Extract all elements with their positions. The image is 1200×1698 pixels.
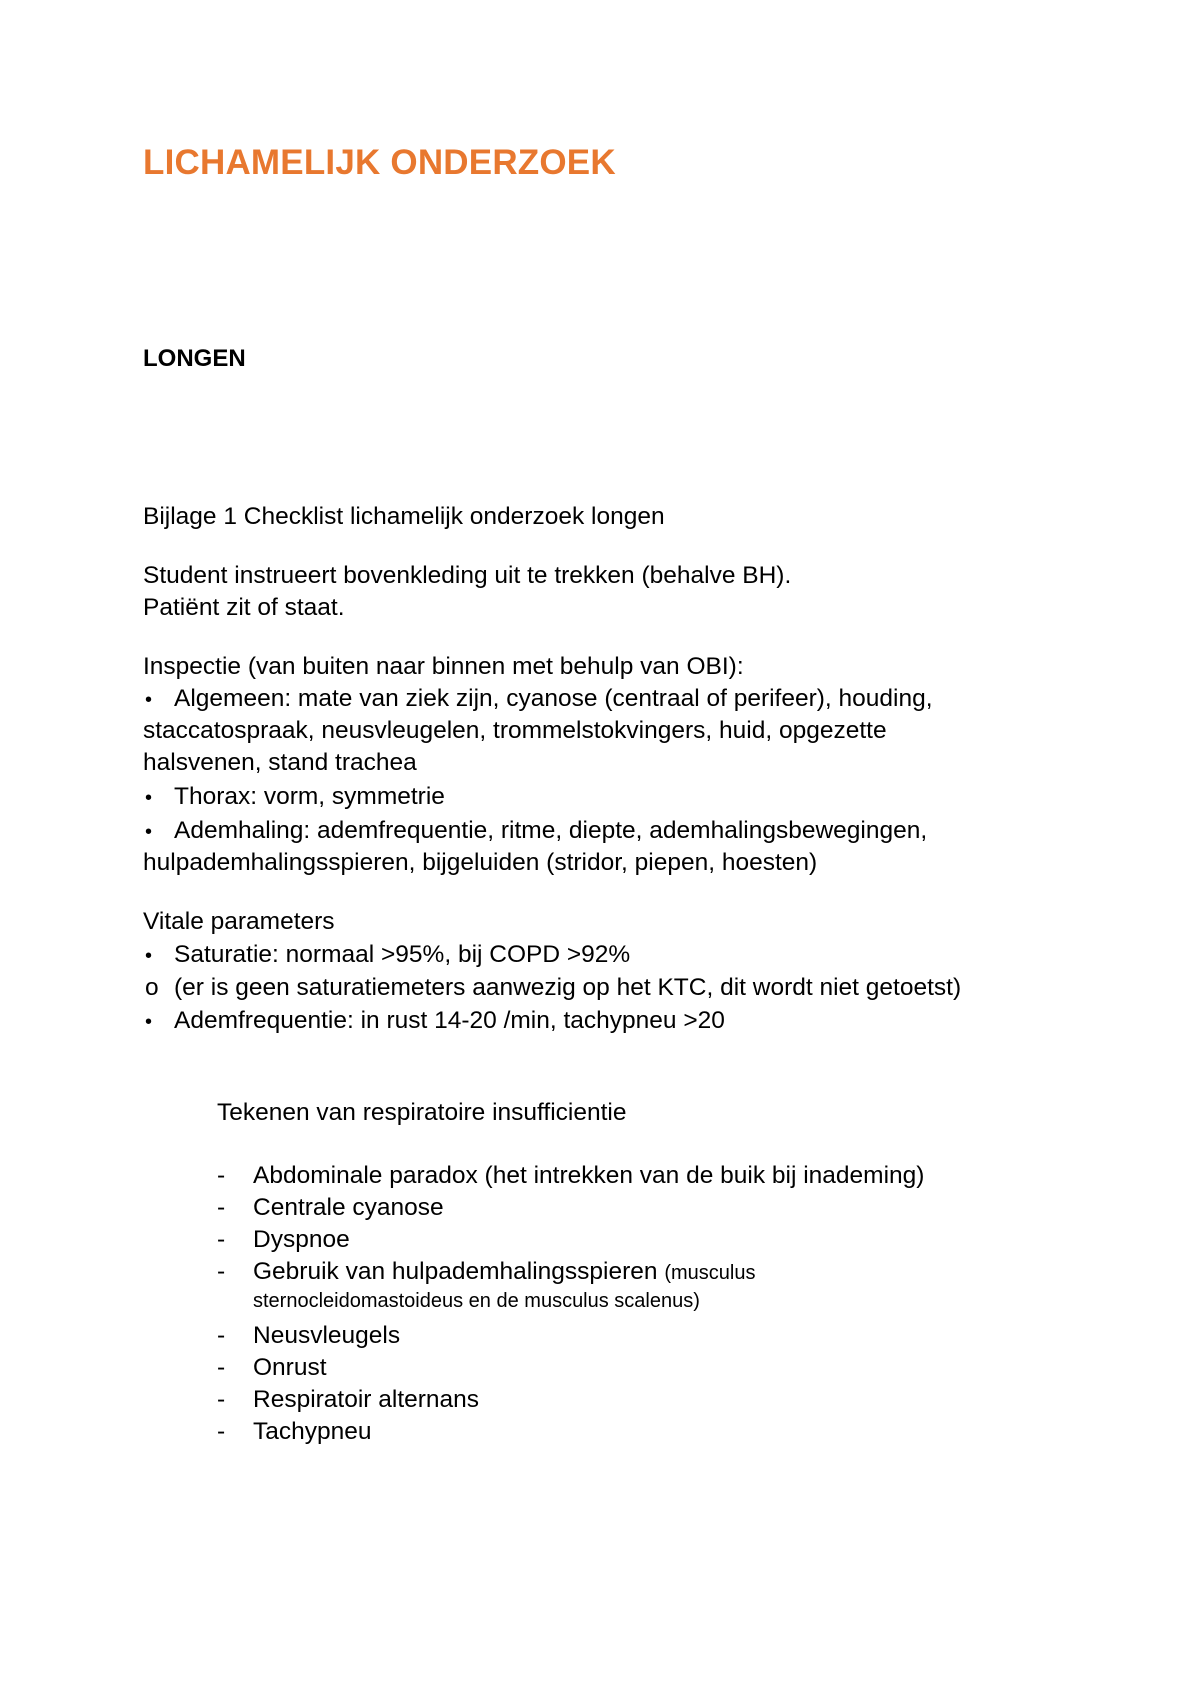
- intro-line: Student instrueert bovenkleding uit te trekken (behalve BH).: [143, 562, 792, 589]
- list-item-continuation: sternocleidomastoideus en de musculus scalenus): [253, 1290, 700, 1312]
- list-item: - Neusvleugels: [217, 1320, 400, 1352]
- dash-icon: -: [217, 1322, 226, 1349]
- insufficiency-heading: Tekenen van respiratoire insufficientie: [217, 1099, 627, 1126]
- bullet-icon: •: [145, 1011, 153, 1033]
- dash-icon: -: [217, 1258, 226, 1285]
- subtitle: Bijlage 1 Checklist lichamelijk onderzoek longen: [143, 503, 665, 530]
- dash-icon: -: [217, 1194, 226, 1221]
- dash-icon: -: [217, 1386, 226, 1413]
- list-item: o (er is geen saturatiemeters aanwezig op het KTC, dit wordt niet getoetst): [145, 972, 961, 1004]
- dash-icon: -: [217, 1226, 226, 1253]
- bullet-icon: •: [145, 821, 153, 843]
- list-item: • Saturatie: normaal >95%, bij COPD >92%: [145, 939, 630, 972]
- bullet-icon: •: [145, 689, 153, 711]
- list-item: • Ademhaling: ademfrequentie, ritme, diepte, ademhalingsbewegingen,: [145, 815, 927, 848]
- dash-icon: -: [217, 1418, 226, 1445]
- list-item: - Tachypneu: [217, 1416, 372, 1448]
- document-title: LICHAMELIJK ONDERZOEK: [143, 143, 616, 182]
- vitals-heading: Vitale parameters: [143, 908, 335, 935]
- dash-icon: -: [217, 1354, 226, 1381]
- list-item: • Ademfrequentie: in rust 14-20 /min, tachypneu >20: [145, 1005, 725, 1038]
- list-item: - Centrale cyanose: [217, 1192, 444, 1224]
- bullet-icon: •: [145, 945, 153, 967]
- list-item: - Dyspnoe: [217, 1224, 350, 1256]
- list-item: - Gebruik van hulpademhalingsspieren (musculus: [217, 1256, 755, 1289]
- inspection-heading: Inspectie (van buiten naar binnen met behulp van OBI):: [143, 653, 744, 680]
- section-heading: LONGEN: [143, 345, 246, 372]
- dash-icon: -: [217, 1162, 226, 1189]
- circle-bullet-icon: o: [145, 974, 159, 1001]
- list-item: • Thorax: vorm, symmetrie: [145, 781, 445, 814]
- list-item: - Abdominale paradox (het intrekken van de buik bij inademing): [217, 1160, 924, 1192]
- list-item-continuation: staccatospraak, neusvleugelen, trommelstokvingers, huid, opgezette: [143, 717, 887, 744]
- list-item-continuation: halsvenen, stand trachea: [143, 749, 417, 776]
- list-item: • Algemeen: mate van ziek zijn, cyanose (centraal of perifeer), houding,: [145, 683, 933, 716]
- intro-line: Patiënt zit of staat.: [143, 594, 345, 621]
- bullet-icon: •: [145, 787, 153, 809]
- list-item-continuation: hulpademhalingsspieren, bijgeluiden (stridor, piepen, hoesten): [143, 849, 818, 876]
- list-item: - Respiratoir alternans: [217, 1384, 479, 1416]
- list-item: - Onrust: [217, 1352, 327, 1384]
